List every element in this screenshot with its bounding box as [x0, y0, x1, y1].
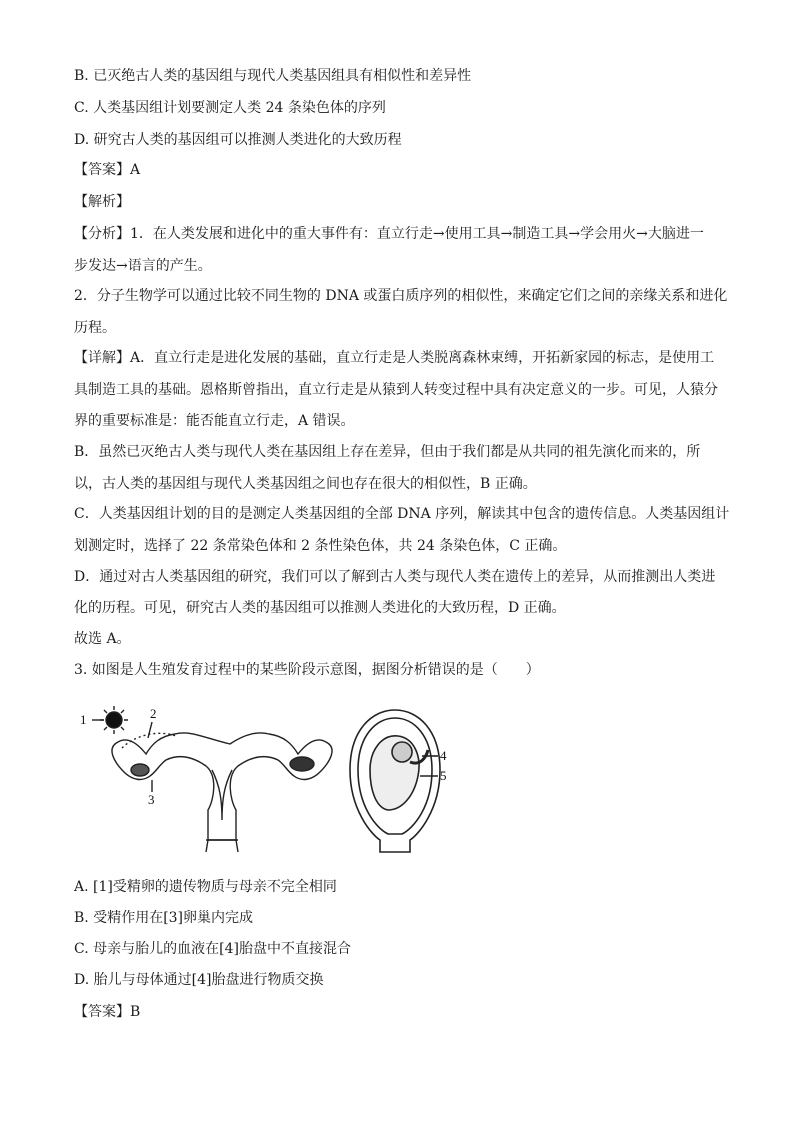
question-3-option-d: D. 胎儿与母体通过[4]胎盘进行物质交换 — [74, 972, 324, 988]
detail-text: 【详解】A．直立行走是进化发展的基础，直立行走是人类脱离森林束缚，开拓新家园的标志，是使用工 — [74, 350, 715, 366]
detail-text: 化的历程。可见，研究古人类的基因组可以推测人类进化的大致历程，D 正确。 — [74, 600, 566, 616]
label-1: 1 — [80, 712, 87, 727]
fertilized-egg-icon — [100, 706, 128, 734]
reproduction-diagram-svg — [80, 700, 460, 860]
option-b-text: B. 已灭绝古人类的基因组与现代人类基因组具有相似性和差异性 — [74, 68, 472, 84]
detail-text: 界的重要标准是：能否能直立行走，A 错误。 — [74, 413, 355, 429]
label-3: 3 — [148, 792, 155, 807]
label-4: 4 — [440, 748, 447, 763]
option-c-text: C. 人类基因组计划要测定人类 24 条染色体的序列 — [74, 100, 386, 116]
conclusion-text: 故选 A。 — [74, 631, 131, 647]
fetus-diagram — [350, 710, 440, 852]
analysis-text: 历程。 — [74, 320, 116, 336]
question-3-option-a: A. [1]受精卵的遗传物质与母亲不完全相同 — [74, 879, 337, 895]
label-2: 2 — [150, 706, 157, 721]
answer-label-q3: 【答案】B — [74, 1004, 141, 1020]
question-3-stem: 3. 如图是人生殖发育过程中的某些阶段示意图，据图分析错误的是（ ） — [74, 662, 540, 678]
question-3-option-b: B. 受精作用在[3]卵巢内完成 — [74, 910, 254, 926]
label-5: 5 — [440, 768, 447, 783]
analysis-text: 【分析】1．在人类发展和进化中的重大事件有：直立行走→使用工具→制造工具→学会用火→大脑进一 — [74, 226, 704, 242]
question-3-option-c: C. 母亲与胎儿的血液在[4]胎盘中不直接混合 — [74, 941, 351, 957]
reproduction-diagram — [80, 700, 460, 860]
detail-text: B．虽然已灭绝古人类与现代人类在基因组上存在差异，但由于我们都是从共同的祖先演化而来的，所 — [74, 444, 701, 460]
analysis-label: 【解析】 — [74, 194, 130, 210]
detail-text: 划测定时，选择了 22 条常染色体和 2 条性染色体，共 24 条染色体，C 正确。 — [74, 538, 567, 554]
analysis-text: 步发达→语言的产生。 — [74, 258, 212, 274]
detail-text: C．人类基因组计划的目的是测定人类基因组的全部 DNA 序列，解读其中包含的遗传信息。人类基因组计 — [74, 506, 730, 522]
detail-text: D．通过对古人类基因组的研究，我们可以了解到古人类与现代人类在遗传上的差异，从而推测出人类进 — [74, 569, 716, 585]
answer-label: 【答案】A — [74, 162, 141, 178]
option-d-text: D. 研究古人类的基因组可以推测人类进化的大致历程 — [74, 132, 402, 148]
detail-text: 具制造工具的基础。恩格斯曾指出，直立行走是从猿到人转变过程中具有决定意义的一步。可见，人猿分 — [74, 382, 718, 398]
detail-text: 以，古人类的基因组与现代人类基因组之间也存在很大的相似性，B 正确。 — [74, 476, 537, 492]
analysis-text: 2．分子生物学可以通过比较不同生物的 DNA 或蛋白质序列的相似性，来确定它们之间的亲缘关系和进化 — [74, 288, 728, 304]
